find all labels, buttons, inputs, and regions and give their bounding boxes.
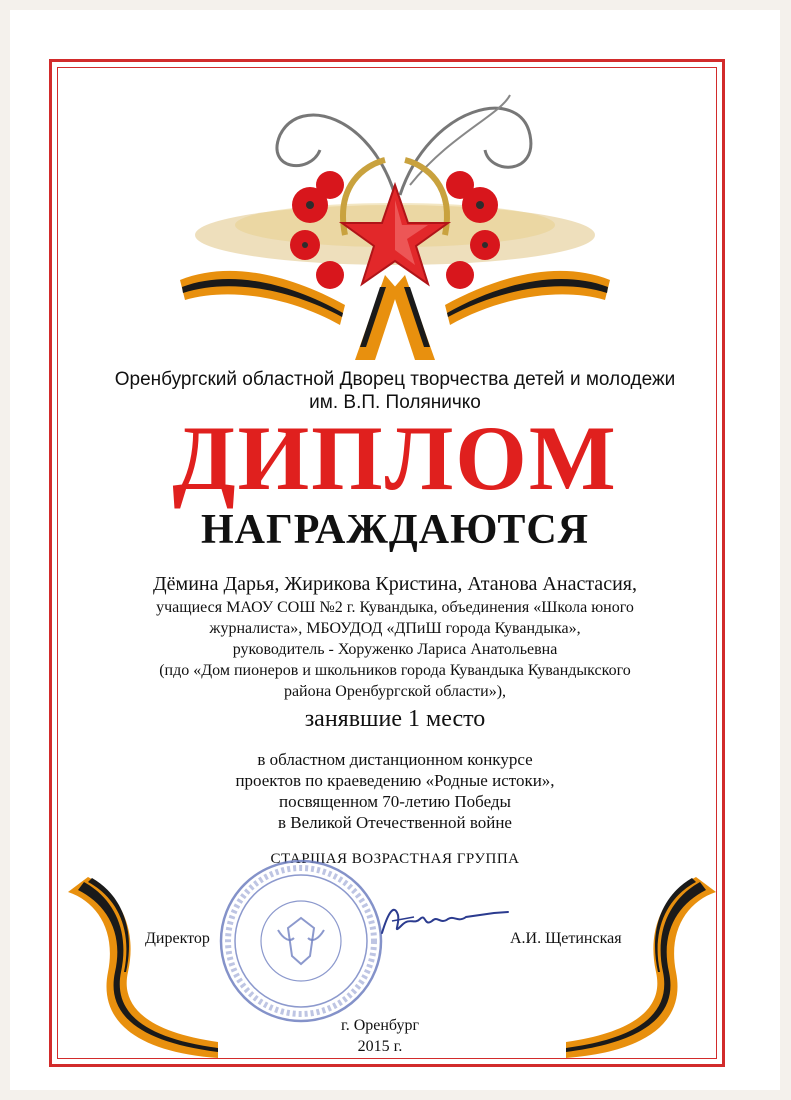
official-seal-icon — [218, 858, 384, 1024]
director-label: Директор — [145, 930, 210, 947]
organization-line-2: им. В.П. Поляничко — [309, 392, 481, 413]
handwritten-signature-icon — [374, 895, 514, 945]
age-group: СТАРШАЯ ВОЗРАСТНАЯ ГРУППА — [270, 851, 520, 867]
recipient-names: Дёмина Дарья, Жирикова Кристина, Атанова Анастасия, — [153, 573, 637, 595]
red-star-flowers-icon — [170, 75, 620, 375]
awarded-heading: НАГРАЖДАЮТСЯ — [200, 507, 589, 553]
director-name: А.И. Щетинская — [510, 930, 622, 947]
details-line-4: (пдо «Дом пионеров и школьников города Кувандыка Кувандыкского — [159, 662, 631, 679]
organization-line-1: Оренбургский областной Дворец творчества детей и молодежи — [114, 369, 676, 390]
place-awarded: занявшие 1 место — [304, 706, 486, 732]
contest-line-3: посвященном 70-летию Победы — [279, 792, 511, 811]
year: 2015 г. — [357, 1038, 403, 1055]
city: г. Оренбург — [340, 1017, 420, 1034]
contest-line-4: в Великой Отечественной войне — [278, 813, 512, 832]
details-line-3: руководитель - Хоруженко Лариса Анатольевна — [232, 641, 558, 658]
details-line-5: района Оренбургской области»), — [283, 683, 507, 700]
contest-line-2: проектов по краеведению «Родные истоки», — [235, 771, 555, 790]
details-line-1: учащиеся МАОУ СОШ №2 г. Кувандыка, объединения «Школа юного — [156, 599, 634, 616]
contest-line-1: в областном дистанционном конкурсе — [257, 750, 533, 769]
diploma-title: ДИПЛОМ — [172, 407, 618, 509]
details-line-2: журналиста», МБОУДОД «ДПиШ города Кувандыка», — [209, 620, 581, 637]
st-george-ribbon-icon — [556, 872, 726, 1062]
st-george-ribbon-icon — [58, 872, 228, 1062]
